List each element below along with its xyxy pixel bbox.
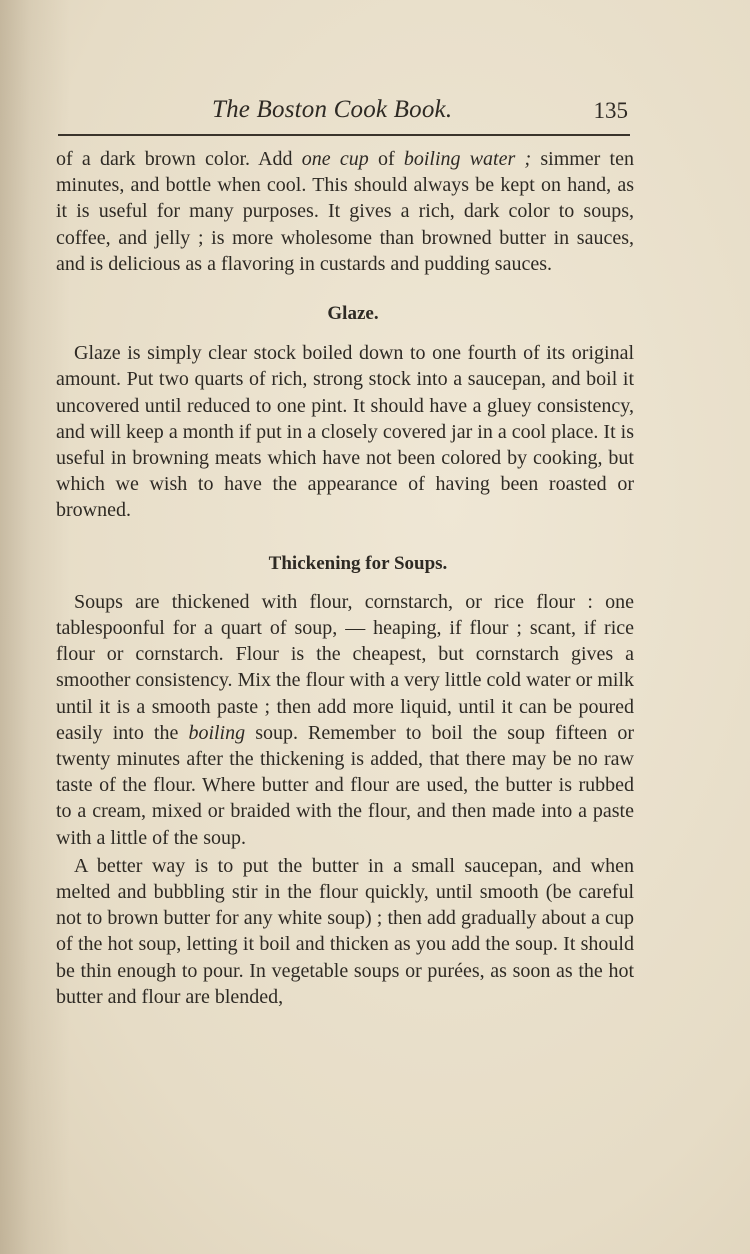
page-body [56,146,634,1010]
continuation-paragraph [56,146,634,277]
glaze-paragraph: Glaze is simply clear stock boiled down to one fourth of its original amount. Put two quarts of rich, strong stock into a saucepan, and boil it uncovered until reduced to one pint. It should have a gluey consistency, and will keep a month if put in a closely covered jar in a cool place. It is useful in browning meats which have not been colored by cooking, but which we wish to have the appearance of having been roasted or browned. [56,342,634,522]
italic-run: one cup [301,148,369,170]
section-heading-glaze: Glaze. [327,303,379,325]
section-heading-thickening: Thickening for Soups. [268,552,448,574]
text-run: soup. Remember to boil the soup fifteen or twenty minutes after the thickening is added, that there may be no raw taste of the flour. Where butter and flour are used, the butter is rubbed to a cream, mixed or braided with the flour, and then made into a paste with a little of the soup. [56,721,634,849]
header-rule [58,134,630,136]
thickening-paragraph-1 [56,589,634,851]
text-run: of a dark brown color. Add [56,148,302,170]
italic-run: boiling water ; [403,148,532,170]
page-header [56,92,632,128]
page-number: 135 [593,98,628,123]
running-title: The Boston Cook Book. [212,96,453,123]
text-run: of [368,148,404,170]
text-run: simmer ten minutes, and bottle when cool. This should always be kept on hand, as it is useful for many purposes. It gives a rich, dark color to soups, coffee, and jelly ; is more wholesome than browned butter in sauces, and is delicious as a flavoring in custards and pudding sauces. [56,148,634,275]
italic-run: boiling [188,721,246,744]
text-run: Soups are thickened with flour, cornstarch, or rice flour : one tablespoonful for a quart of soup, — heaping, if flour ; scant, if rice flour or cornstarch. Flour is the cheapest, but cornstarch gives a smoother consistency. Mix the flour with a very little cold water or milk until it is a smooth paste ; then add more liquid, until it can be poured easily into the [56,590,634,744]
thickening-paragraph-2: A better way is to put the butter in a small saucepan, and when melted and bubbling stir in the flour quickly, until smooth (be careful not to brown butter for any white soup) ; then add gradually about a cup of the hot soup, letting it boil and thicken as you add the soup. It should be thin enough to pour. In vegetable soups or purées, as soon as the hot butter and flour are blended, [56,854,634,1008]
